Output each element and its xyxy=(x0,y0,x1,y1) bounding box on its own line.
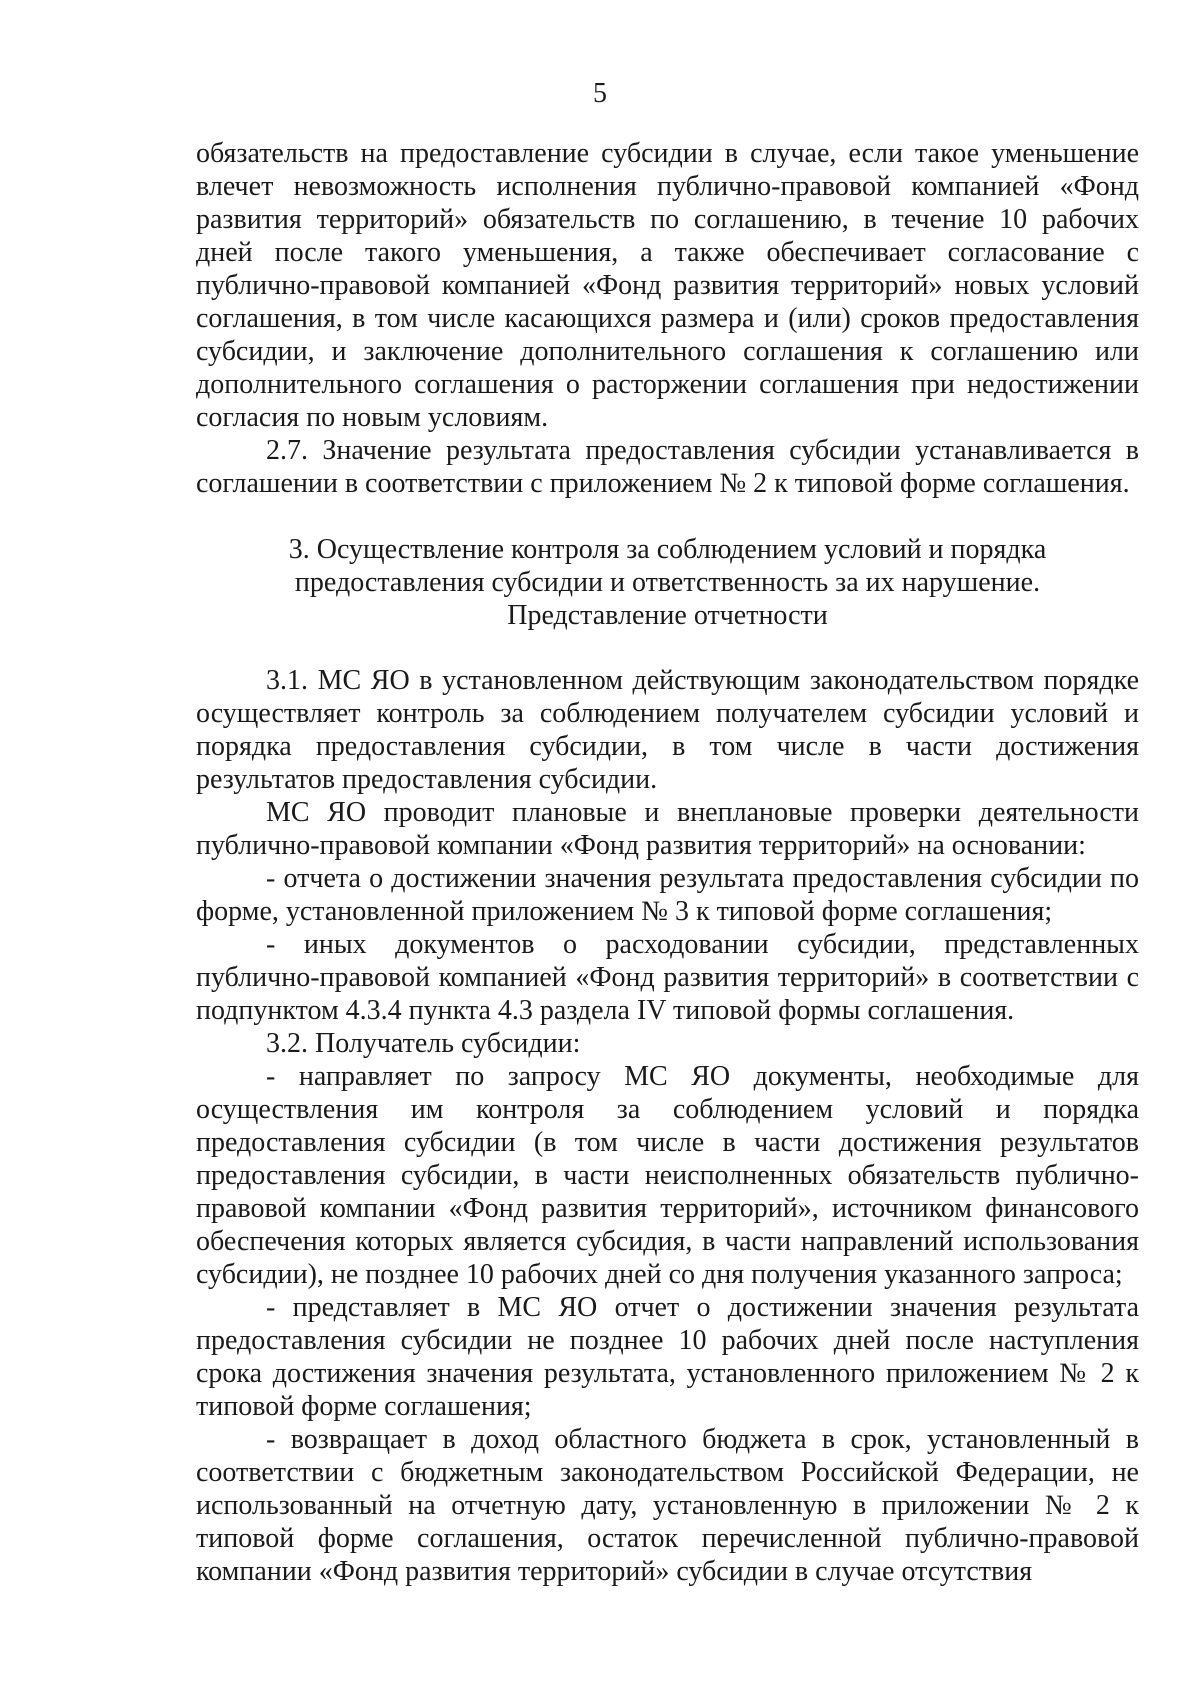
document-body xyxy=(196,137,1139,1588)
section-heading-line: Представление отчетности xyxy=(507,600,828,631)
list-item: - иных документов о расходовании субсидии, представленных публично-правовой компанией «Фонд развития территорий» в соответствии с подпунктом 4.3.4 пункта 4.3 раздела IV типовой формы соглашения. xyxy=(196,929,1139,1026)
section-3-heading xyxy=(196,533,1139,632)
paragraph-3-2: 3.2. Получатель субсидии: xyxy=(266,1028,581,1059)
section-heading-line: предоставления субсидии и ответственность за их нарушение. xyxy=(294,567,1041,598)
page-number: 5 xyxy=(593,78,607,109)
paragraph-3-1: 3.1. МС ЯО в установленном действующим законодательством порядке осуществляет контроль за соблюдением получателем субсидии условий и порядка предоставления субсидии, в том числе в части достижения результатов предоставления субсидии. xyxy=(196,665,1139,795)
list-item: - отчета о достижении значения результата предоставления субсидии по форме, установленной приложением № 3 к типовой форме соглашения; xyxy=(196,863,1139,927)
list-item: - возвращает в доход областного бюджета в срок, установленный в соответствии с бюджетным законодательством Российской Федерации, не использованный на отчетную дату, установленную в приложении № 2 к типовой форме соглашения, остаток перечисленной публично-правовой компании «Фонд развития территорий» субсидии в случае отсутствия xyxy=(196,1424,1139,1587)
paragraph-inspections: МС ЯО проводит плановые и внеплановые проверки деятельности публично-правовой компании «Фонд развития территорий» на основании: xyxy=(196,797,1139,861)
paragraph-2-7: 2.7. Значение результата предоставления субсидии устанавливается в соглашении в соответствии с приложением № 2 к типовой форме соглашения. xyxy=(196,435,1139,499)
paragraph-continuation: обязательств на предоставление субсидии в случае, если такое уменьшение влечет невозможность исполнения публично-правовой компанией «Фонд развития территорий» обязательств по соглашению, в течение 10 рабочих дней после такого уменьшения, а также обеспечивает согласование с публично-правовой компанией «Фонд развития территорий» новых условий соглашения, в том числе касающихся размера и (или) сроков предоставления субсидии, и заключение дополнительного соглашения к соглашению или дополнительного соглашения о расторжении соглашения при недостижении согласия по новым условиям. xyxy=(196,138,1139,433)
list-item: - представляет в МС ЯО отчет о достижении значения результата предоставления субсидии не позднее 10 рабочих дней после наступления срока достижения значения результата, установленного приложением № 2 к типовой форме соглашения; xyxy=(196,1292,1139,1422)
list-item: - направляет по запросу МС ЯО документы, необходимые для осуществления им контроля за соблюдением условий и порядка предоставления субсидии (в том числе в части достижения результатов предоставления субсидии, в части неисполненных обязательств публично-правовой компании «Фонд развития территорий», источником финансового обеспечения которых является субсидия, в части направлений использования субсидии), не позднее 10 рабочих дней со дня получения указанного запроса; xyxy=(196,1061,1139,1290)
section-heading-line: 3. Осуществление контроля за соблюдением условий и порядка xyxy=(288,534,1047,565)
